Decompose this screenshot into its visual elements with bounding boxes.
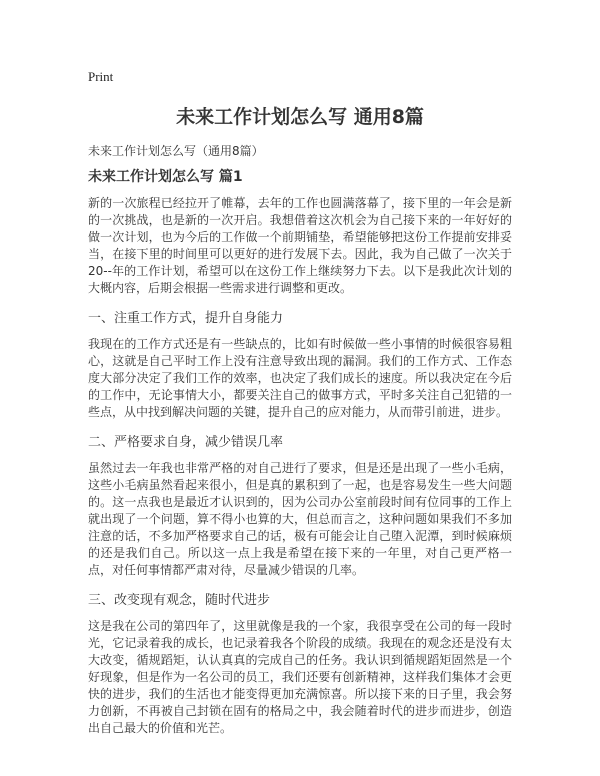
intro-paragraph: 新的一次旅程已经拉开了帷幕，去年的工作也圆满落幕了，接下里的一年会是新的一次挑战，也是新的一次开启。我想借着这次机会为自己接下来的一年好好的做一次计划，也为今后的工作做一个前期铺垫，希望能够把这份工作提前安排妥当，在接下里的时间里可以更好的进行发展下去。因此，我为自己做了一次关于20--年的工作计划，希望可以在这份工作上继续努力下去。以下是我此次计划的大概内容，后期会根据一些需求进行调整和更改。 xyxy=(88,196,512,295)
section-heading-3: 三、改变现有观念，随时代进步 xyxy=(88,593,271,608)
print-button[interactable]: Print xyxy=(88,69,114,84)
section-body-3: 这是我在公司的第四年了，这里就像是我的一个家，我很享受在公司的每一段时光，它记录着我的成长，也记录着我各个阶段的成绩。我现在的观念还是没有太大改变，循规蹈矩，认认真真的完成自己的任务。我认识到循规蹈矩固然是一个好现象，但是作为一名公司的员工，我们还要有创新精神，这样我们集体才会更快的进步，我们的生活也才能变得更加充满惊喜。所以接下来的日子里，我会努力创新，不再被自己封锁在固有的格局之中，我会随着时代的进步而进步，创造出自己最大的价值和光芒。 xyxy=(88,619,512,735)
section-body-2: 虽然过去一年我也非常严格的对自己进行了要求，但是还是出现了一些小毛病，这些小毛病虽然看起来很小，但是真的累积到了一起，也是容易发生一些大问题的。这一点我也是最近才认识到的，因为公司办公室前段时间有位同事的工作上就出现了一个问题，算不得小也算的大，但总而言之，这种问题如果我们不多加注意的话，不多加严格要求自己的话，极有可能会让自己堕入泥潭，到时候麻烦的还是我们自己。所以这一点上我是希望在接下来的一年里，对自己更严格一点，对任何事情都严肃对待，尽量减少错误的几率。 xyxy=(88,461,512,577)
section-body-1: 我现在的工作方式还是有一些缺点的，比如有时候做一些小事情的时候很容易粗心，这就是自己平时工作上没有注意导致出现的漏洞。我们的工作方式、工作态度大部分决定了我们工作的效率，也决定了我们成长的速度。所以我决定在今后的工作中，无论事情大小，都要关注自己的做事方式，平时多关注自己犯错的一些点，从中找到解决问题的关键，提升自己的应对能力，从而带引前进，进步。 xyxy=(88,337,512,419)
article-heading: 未来工作计划怎么写 篇1 xyxy=(88,169,243,185)
section-heading-2: 二、严格要求自身，减少错误几率 xyxy=(88,435,284,450)
page-title: 未来工作计划怎么写 通用8篇 xyxy=(176,106,424,128)
section-heading-1: 一、注重工作方式，提升自身能力 xyxy=(88,311,284,326)
page-subtitle: 未来工作计划怎么写（通用8篇） xyxy=(88,144,264,158)
